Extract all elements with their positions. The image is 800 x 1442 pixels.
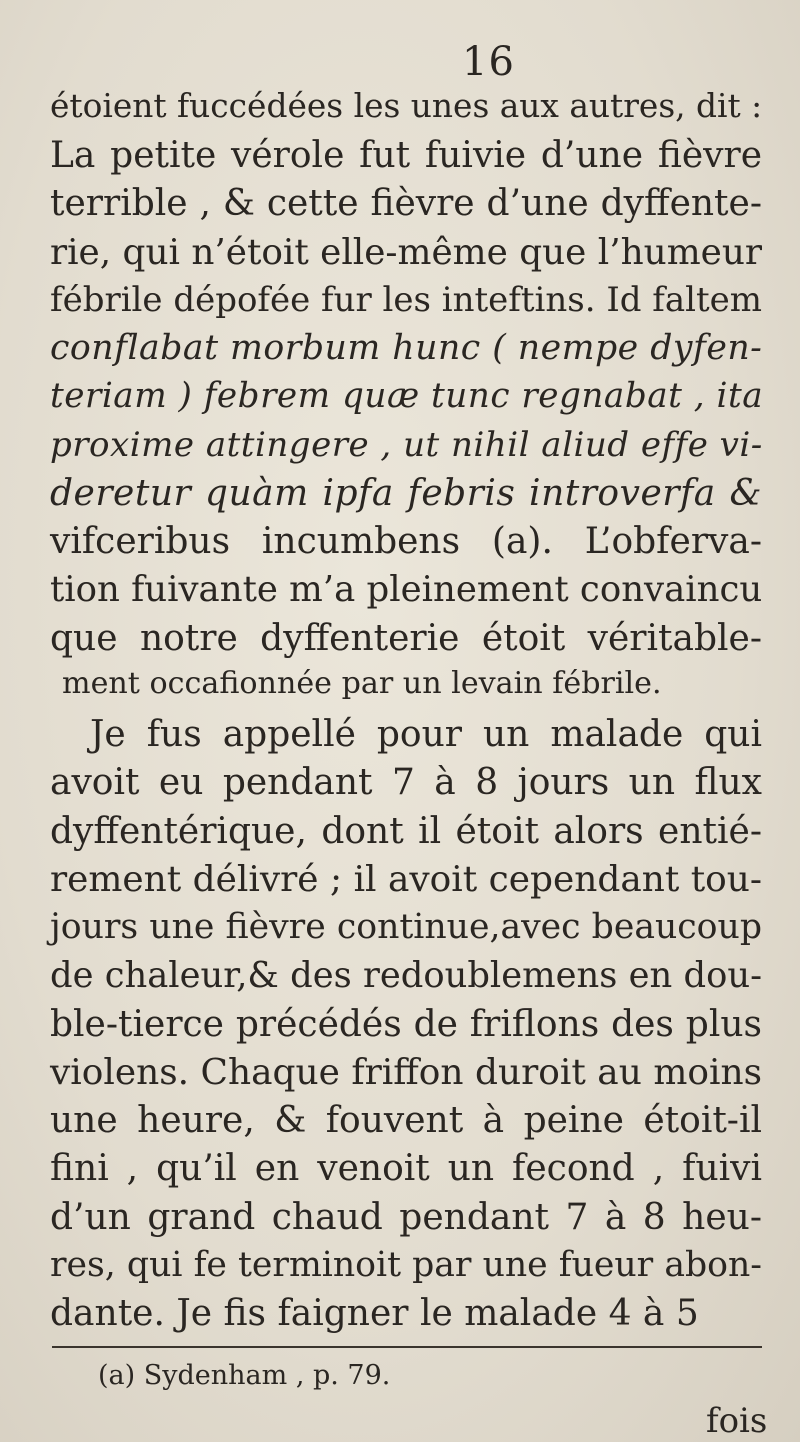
text-line: rement délivré ; il avoit cependant tou- bbox=[50, 859, 762, 900]
footnote: (a) Sydenham , p. 79. bbox=[98, 1360, 391, 1391]
text-line: rie, qui n’étoit elle-même que l’humeur bbox=[50, 232, 762, 273]
text-line: avoit eu pendant 7 à 8 jours un flux bbox=[50, 762, 762, 803]
latin-quote-line: proxime attingere , ut nihil aliud effe vi- bbox=[50, 425, 763, 465]
text-line: tion fuivante m’a pleinement convaincu bbox=[50, 569, 763, 610]
text-line: fébrile dépofée fur les inteftins. Id faltem bbox=[50, 280, 763, 320]
paragraph-start-line: Je fus appellé pour un malade qui bbox=[90, 714, 762, 755]
text-line: étoient fuccédées les unes aux autres, dit : bbox=[50, 87, 763, 125]
text-line: ble-tierce précédés de friflons des plus bbox=[50, 1004, 762, 1045]
latin-quote-line: deretur quàm ipfa febris introverfa & bbox=[50, 473, 762, 514]
latin-quote-line: conflabat morbum hunc ( nempe dyfen- bbox=[50, 328, 763, 368]
text-line: une heure, & fouvent à peine étoit-il bbox=[50, 1100, 762, 1141]
page-number: 16 bbox=[462, 39, 515, 85]
text-line: vifceribus incumbens (a). L’obferva- bbox=[50, 521, 762, 562]
text-line: d’un grand chaud pendant 7 à 8 heu- bbox=[50, 1197, 762, 1238]
text-line: jours une fièvre continue,avec beaucoup bbox=[50, 907, 762, 947]
text-line: violens. Chaque friffon duroit au moins bbox=[50, 1052, 762, 1093]
text-line: La petite vérole fut fuivie d’une fièvre bbox=[50, 135, 762, 176]
text-line: fini , qu’il en venoit un fecond , fuivi bbox=[50, 1148, 762, 1189]
latin-quote-line: teriam ) febrem quæ tunc regnabat , ita bbox=[50, 376, 764, 416]
text-line: dante. Je fis faigner le malade 4 à 5 bbox=[50, 1293, 699, 1334]
catchword: fois bbox=[706, 1401, 768, 1441]
text-line: terrible , & cette fièvre d’une dyffente- bbox=[50, 183, 762, 224]
text-line: dyffentérique, dont il étoit alors entié- bbox=[50, 811, 762, 852]
text-line: ment occafionnée par un levain fébrile. bbox=[62, 666, 662, 701]
footnote-rule bbox=[52, 1346, 762, 1348]
text-line: de chaleur,& des redoublemens en dou- bbox=[50, 955, 762, 996]
text-line: res, qui fe terminoit par une fueur abon- bbox=[50, 1245, 762, 1285]
text-line: que notre dyffenterie étoit véritable- bbox=[50, 618, 762, 659]
